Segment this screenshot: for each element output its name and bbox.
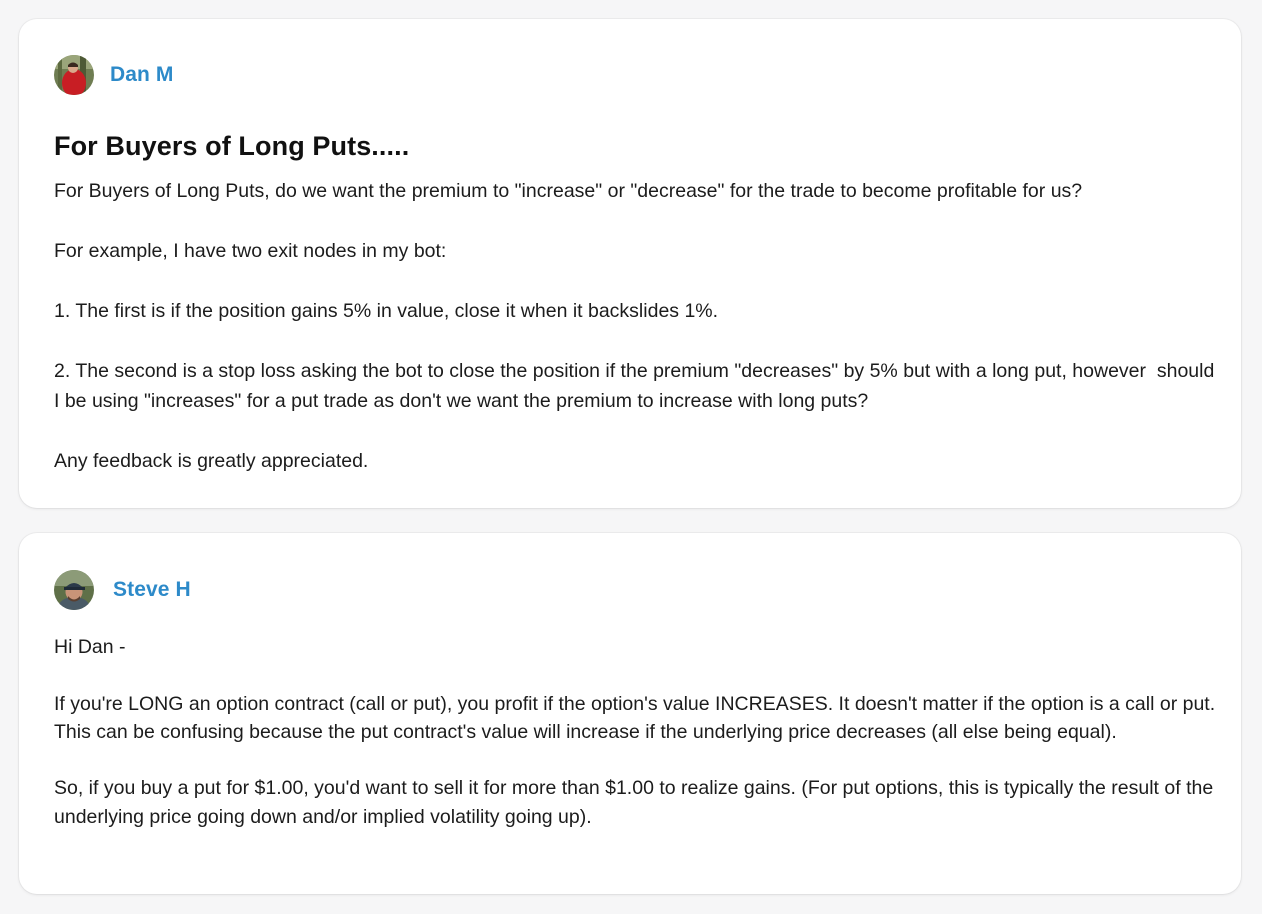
post-author [54, 570, 191, 610]
author-name[interactable]: Dan M [110, 63, 174, 86]
post-body [54, 633, 1219, 831]
avatar[interactable] [54, 570, 94, 610]
post-body [54, 176, 1219, 476]
post-paragraph: If you're LONG an option contract (call or put), you profit if the option's value INCREASES. It doesn't matter if the option is a call or put. This can be confusing because the put contract's value will increase if the underlying price decreases (all else being equal). [54, 692, 1221, 743]
answer-post-card [19, 533, 1241, 894]
user-avatar-red-jacket-icon [54, 55, 94, 95]
post-paragraph: For Buyers of Long Puts, do we want the premium to "increase" or "decrease" for the trade to become profitable for us? [54, 180, 1083, 202]
author-name[interactable]: Steve H [113, 578, 191, 601]
post-paragraph: So, if you buy a put for $1.00, you'd want to sell it for more than $1.00 to realize gains. (For put options, this is typically the result of the underlying price going down and/or implied volatility going up). [54, 777, 1219, 828]
post-paragraph: 1. The first is if the position gains 5% in value, close it when it backslides 1%. [54, 300, 719, 322]
avatar[interactable] [54, 55, 94, 95]
post-paragraph: 2. The second is a stop loss asking the bot to close the position if the premium "decreases" by 5% but with a long put, however should I be using "increases" for a put trade as don't we want the premium to increase with long puts? [54, 360, 1220, 412]
post-title: For Buyers of Long Puts..... [54, 131, 410, 161]
post-author [54, 55, 174, 95]
question-post-card [19, 19, 1241, 508]
post-paragraph: Any feedback is greatly appreciated. [54, 450, 369, 472]
user-avatar-cap-icon [54, 570, 94, 610]
post-paragraph: For example, I have two exit nodes in my bot: [54, 240, 447, 262]
post-paragraph: Hi Dan - [54, 636, 126, 658]
